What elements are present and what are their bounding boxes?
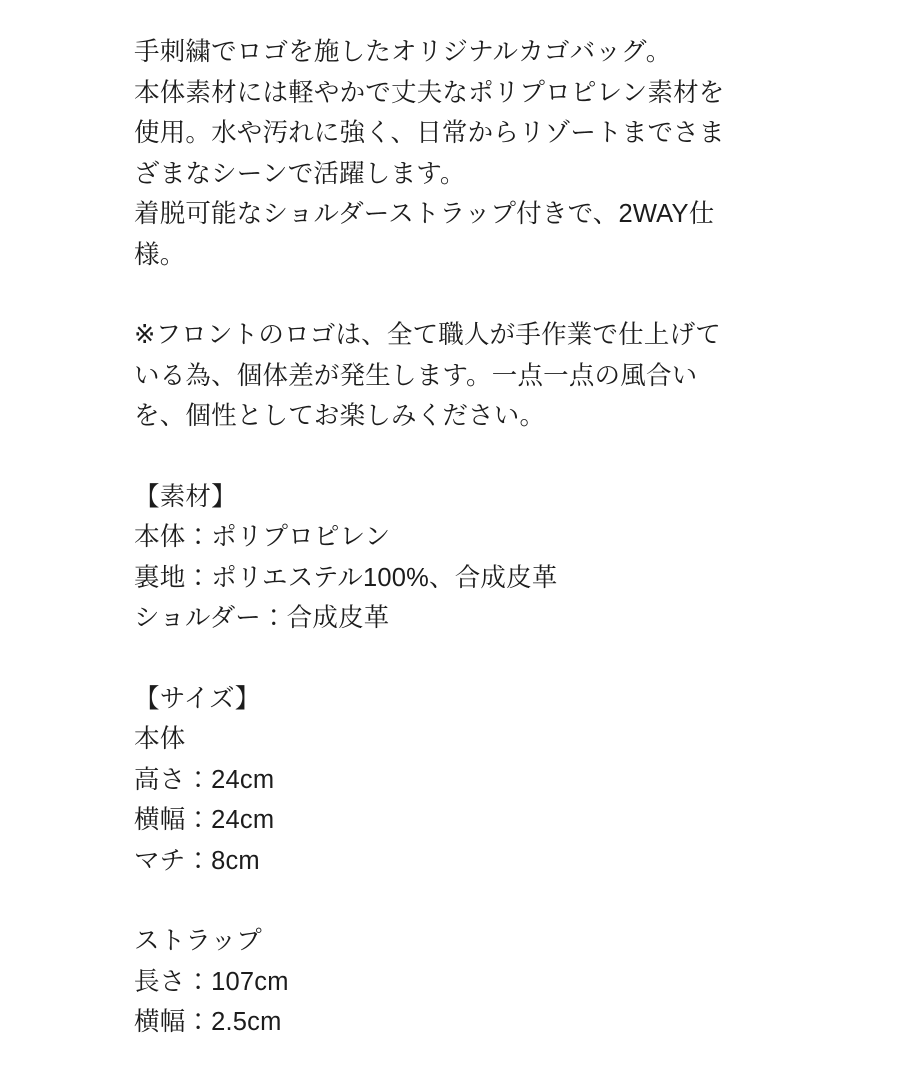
text-line: 手刺繍でロゴを施したオリジナルカゴバッグ。 — [134, 38, 672, 66]
paragraph-size-strap — [134, 921, 774, 1043]
text-line: ざまなシーンで活躍します。 — [134, 159, 466, 188]
text-line: 長さ：107cm — [134, 967, 289, 996]
section-heading-size: 【サイズ】 — [134, 684, 261, 713]
text-line: 本体：ポリプロピレン — [134, 523, 391, 551]
paragraph-note — [134, 315, 774, 437]
text-line: 様。 — [134, 240, 186, 269]
paragraph-spacer — [134, 437, 774, 477]
text-line: 本体 — [134, 725, 186, 753]
text-line: 本体素材には軽やかで丈夫なポリプロピレン素材を — [134, 78, 725, 107]
section-heading-material: 【素材】 — [134, 482, 237, 511]
paragraph-material — [134, 477, 774, 639]
text-line: ショルダー：合成皮革 — [134, 604, 390, 632]
paragraph-spacer — [134, 639, 774, 679]
description-body — [134, 32, 774, 1043]
text-line: 横幅：24cm — [134, 806, 275, 834]
text-line: 横幅：2.5cm — [134, 1008, 282, 1036]
text-line: 着脱可能なショルダーストラップ付きで、2WAY仕 — [134, 200, 715, 228]
text-line: いる為、個体差が発生します。一点一点の風合い — [134, 361, 698, 390]
paragraph-spacer — [134, 275, 774, 315]
text-line: ストラップ — [134, 927, 262, 955]
text-line: 裏地：ポリエステル100%、合成皮革 — [134, 563, 558, 592]
text-line: を、個性としてお楽しみください。 — [134, 402, 546, 430]
text-line: マチ：8cm — [134, 846, 260, 875]
paragraph-intro — [134, 32, 774, 275]
text-line: ※フロントのロゴは、全て職人が手作業で仕上げて — [134, 321, 721, 349]
paragraph-size-body — [134, 679, 774, 882]
text-line: 使用。水や汚れに強く、日常からリゾートまでさま — [134, 119, 725, 147]
paragraph-spacer — [134, 881, 774, 921]
text-line: 高さ：24cm — [134, 765, 275, 794]
